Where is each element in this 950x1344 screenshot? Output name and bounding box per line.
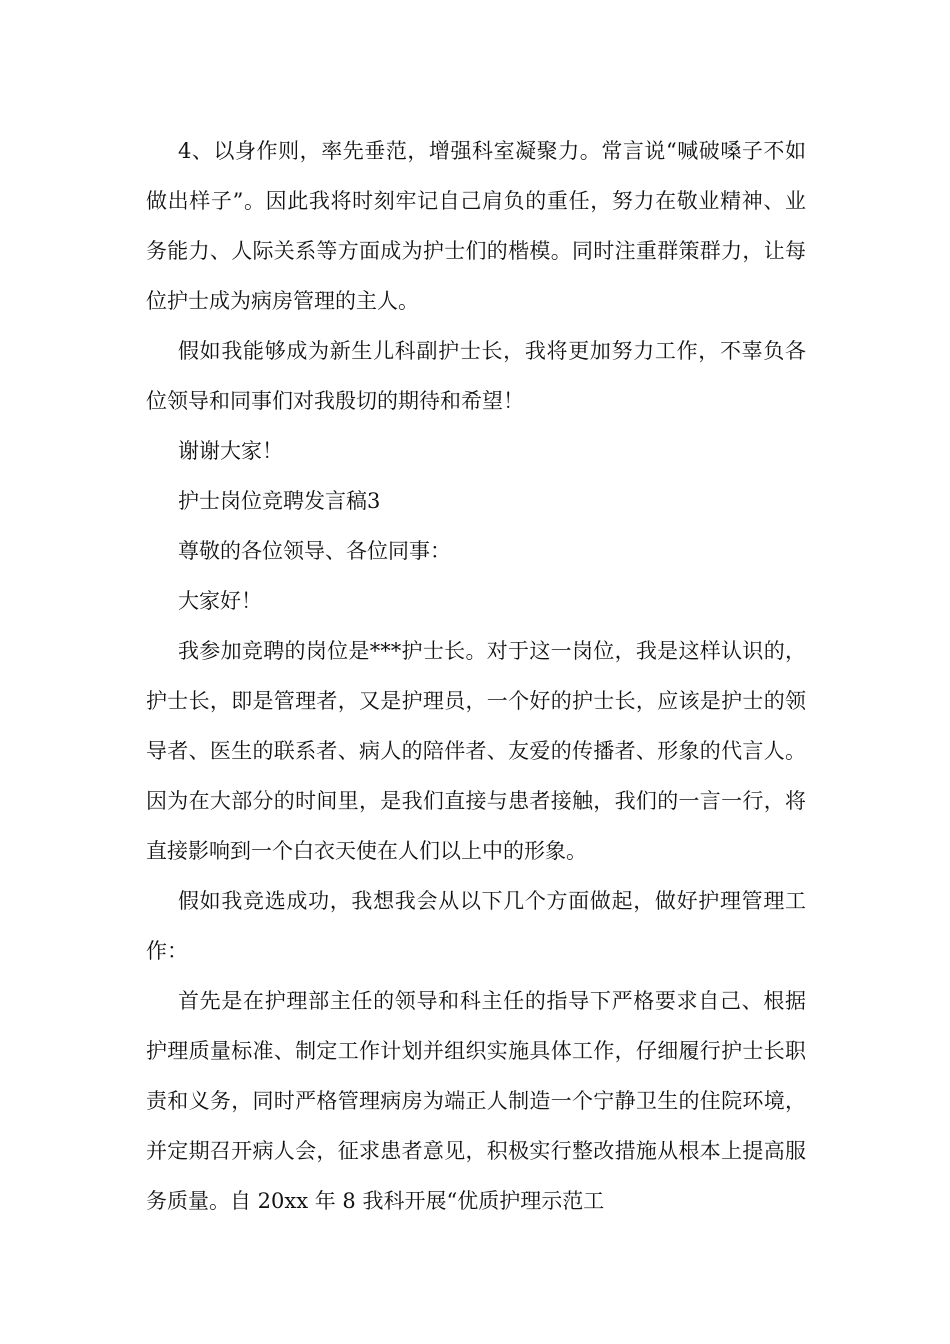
document-page <box>146 126 806 1226</box>
paragraph-role-understanding: 我参加竞聘的岗位是***护士长。对于这一岗位，我是这样认识的，护士长，即是管理者，又是护理员，一个好的护士长，应该是护士的领导者、医生的联系者、病人的陪伴者、友爱的传播者、形象的代言人。因为在大部分的时间里，是我们直接与患者接触，我们的一言一行，将直接影响到一个白衣天使在人们以上中的形象。 <box>146 639 806 863</box>
greeting: 大家好！ <box>178 589 262 613</box>
salutation: 尊敬的各位领导、各位同事： <box>178 539 451 563</box>
paragraph-first-plan: 首先是在护理部主任的领导和科主任的指导下严格要求自己、根据护理质量标准、制定工作计划并组织实施具体工作，仔细履行护士长职责和义务，同时严格管理病房为端正人制造一个宁静卫生的住院环境，并定期召开病人会，征求患者意见，积极实行整改措施从根本上提高服务质量。自 20xx 年 8 我科开展“优质护理示范工 <box>146 989 806 1213</box>
paragraph-closing-commitment: 假如我能够成为新生儿科副护士长，我将更加努力工作，不辜负各位领导和同事们对我殷切的期待和希望！ <box>146 339 806 413</box>
paragraph-plan-intro: 假如我竞选成功，我想我会从以下几个方面做起，做好护理管理工作： <box>146 889 806 963</box>
section-title: 护士岗位竞聘发言稿3 <box>178 489 381 513</box>
paragraph-thanks: 谢谢大家！ <box>178 439 283 463</box>
paragraph-leadership-example: 4、以身作则，率先垂范，增强科室凝聚力。常言说“喊破嗓子不如做出样子”。因此我将时刻牢记自己肩负的重任，努力在敬业精神、业务能力、人际关系等方面成为护士们的楷模。同时注重群策群力，让每位护士成为病房管理的主人。 <box>146 139 806 313</box>
